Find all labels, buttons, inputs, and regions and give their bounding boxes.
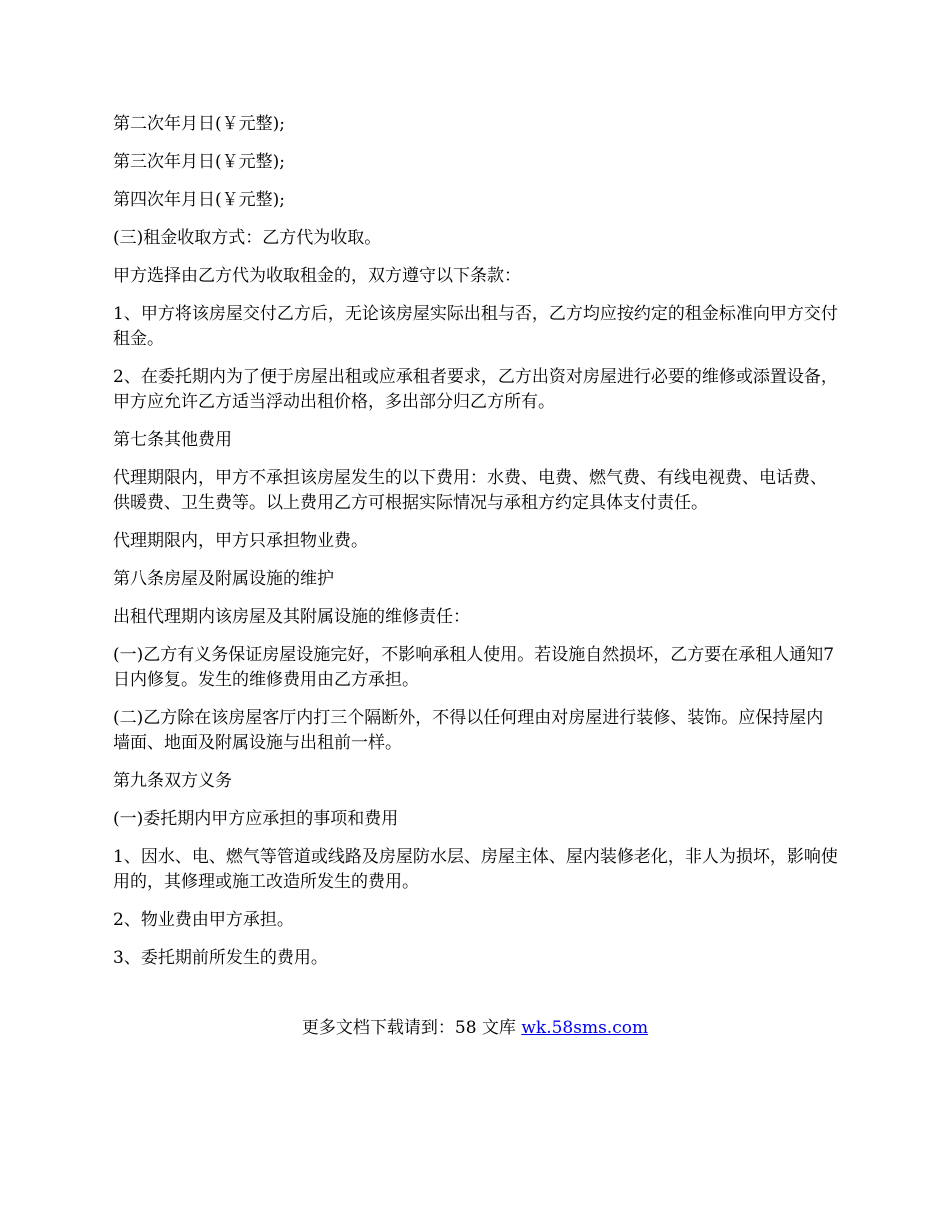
footer-text: 更多文档下载请到：58 文库	[301, 1018, 522, 1038]
paragraph-12: 出租代理期内该房屋及其附属设施的维修责任：	[113, 607, 470, 627]
page-footer	[0, 1016, 950, 1041]
paragraph-13: (一)乙方有义务保证房屋设施完好，不影响承租人使用。若设施自然损坏，乙方要在承租人通知7日内修复。发生的维修费用由乙方承担。	[113, 645, 835, 690]
paragraph-19: 3、委托期前所发生的费用。	[113, 948, 328, 968]
paragraph-2: 第三次年月日(￥元整);	[113, 152, 285, 172]
section-heading-9: 第九条双方义务	[113, 771, 232, 791]
section-heading-8: 第八条房屋及附属设施的维护	[113, 569, 334, 589]
paragraph-1: 第二次年月日(￥元整);	[113, 114, 285, 134]
document-body	[113, 112, 840, 984]
paragraph-5: 甲方选择由乙方代为收取租金的，双方遵守以下条款：	[113, 266, 521, 286]
paragraph-7: 2、在委托期内为了便于房屋出租或应承租者要求，乙方出资对房屋进行必要的维修或添置设备，甲方应允许乙方适当浮动出租价格，多出部分归乙方所有。	[113, 367, 838, 412]
paragraph-3: 第四次年月日(￥元整);	[113, 190, 285, 210]
paragraph-6: 1、甲方将该房屋交付乙方后，无论该房屋实际出租与否，乙方均应按约定的租金标准向甲方交付租金。	[113, 304, 838, 349]
paragraph-10: 代理期限内，甲方只承担物业费。	[113, 531, 368, 551]
paragraph-16: (一)委托期内甲方应承担的事项和费用	[113, 809, 399, 829]
section-heading-7: 第七条其他费用	[113, 430, 232, 450]
paragraph-17: 1、因水、电、燃气等管道或线路及房屋防水层、房屋主体、屋内装修老化，非人为损坏，影响使用的，其修理或施工改造所发生的费用。	[113, 847, 838, 892]
paragraph-14: (二)乙方除在该房屋客厅内打三个隔断外，不得以任何理由对房屋进行装修、装饰。应保持屋内墙面、地面及附属设施与出租前一样。	[113, 708, 824, 753]
paragraph-9: 代理期限内，甲方不承担该房屋发生的以下费用：水费、电费、燃气费、有线电视费、电话费、供暖费、卫生费等。以上费用乙方可根据实际情况与承租方约定具体支付责任。	[113, 468, 827, 513]
footer-link[interactable]: wk.58sms.com	[521, 1018, 649, 1038]
paragraph-4: (三)租金收取方式：乙方代为收取。	[113, 228, 382, 248]
paragraph-18: 2、物业费由甲方承担。	[113, 910, 294, 930]
